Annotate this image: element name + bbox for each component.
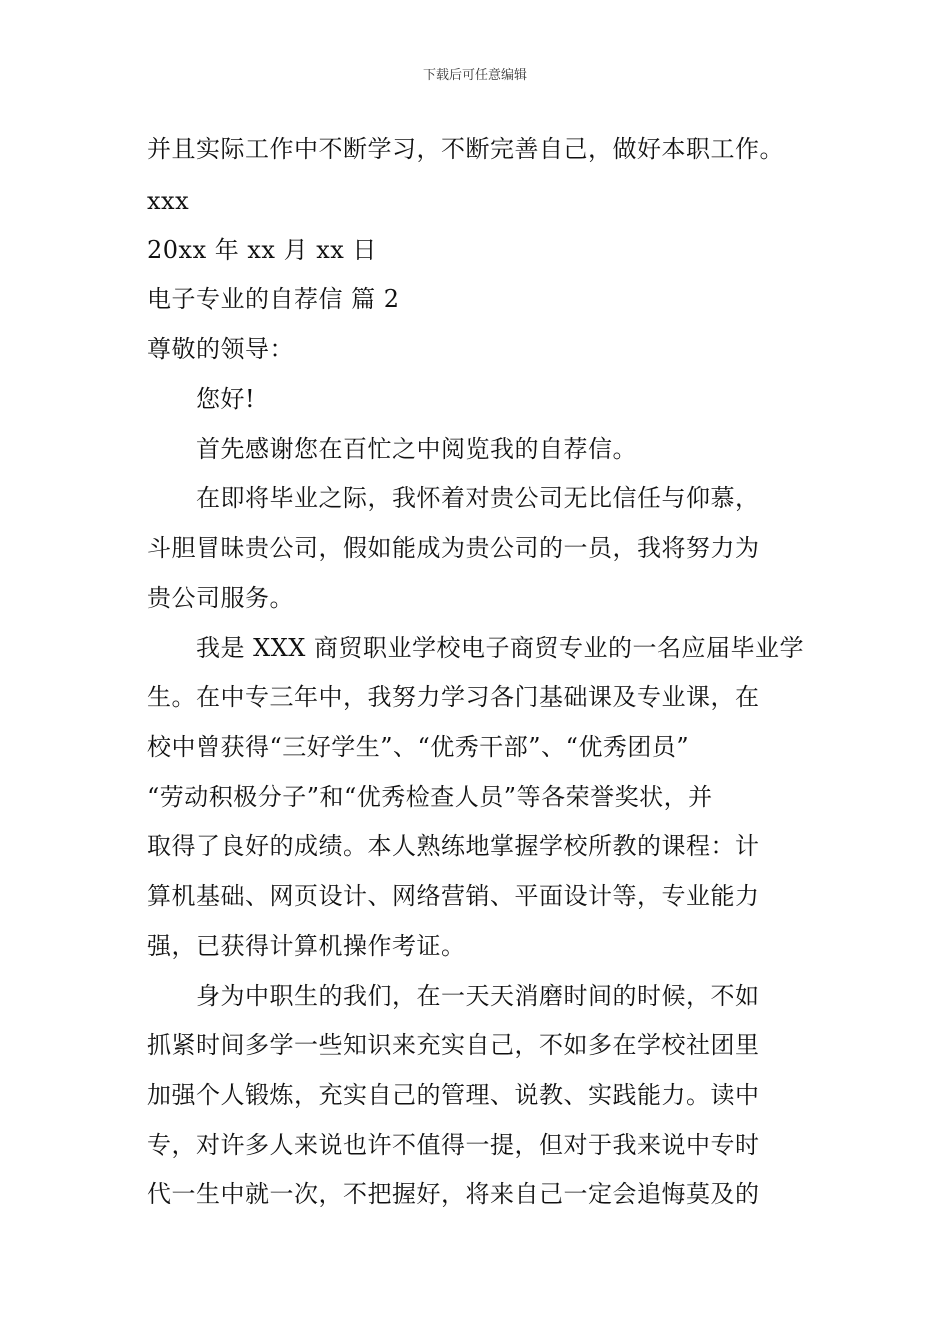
paragraph-line: 身为中职生的我们，在一天天消磨时间的时候，不如	[196, 982, 760, 1010]
paragraph-line: 强，已获得计算机操作考证。	[147, 932, 466, 960]
paragraph-line: 斗胆冒昧贵公司，假如能成为贵公司的一员，我将努力为	[147, 534, 760, 562]
paragraph-line: 贵公司服务。	[147, 584, 294, 612]
paragraph-line: 算机基础、网页设计、网络营销、平面设计等，专业能力	[147, 882, 760, 910]
section-title: 电子专业的自荐信 篇 2	[147, 285, 400, 313]
page-header: 下载后可任意编辑	[422, 68, 527, 83]
signature-name: xxx	[147, 187, 190, 215]
paragraph-line: 生。在中专三年中，我努力学习各门基础课及专业课，在	[147, 683, 760, 711]
paragraph-line: 在即将毕业之际，我怀着对贵公司无比信任与仰慕，	[196, 484, 760, 512]
paragraph-line: 专，对许多人来说也许不值得一提，但对于我来说中专时	[147, 1131, 760, 1159]
paragraph-line: 首先感谢您在百忙之中阅览我的自荐信。	[196, 435, 637, 463]
paragraph-line: “劳动积极分子”和“优秀检查人员”等各荣誉奖状，并	[147, 783, 713, 811]
paragraph-line: 代一生中就一次，不把握好，将来自己一定会追悔莫及的	[147, 1180, 760, 1208]
paragraph-line: 校中曾获得“三好学生”、“优秀干部”、“优秀团员”	[147, 733, 690, 761]
greeting: 您好!	[196, 385, 256, 413]
signature-date: 20xx 年 xx 月 xx 日	[147, 236, 377, 264]
paragraph-line: 我是 XXX 商贸职业学校电子商贸专业的一名应届毕业学	[196, 634, 805, 662]
body-line: 并且实际工作中不断学习，不断完善自己，做好本职工作。	[147, 135, 784, 163]
paragraph-line: 抓紧时间多学一些知识来充实自己，不如多在学校社团里	[147, 1031, 760, 1059]
paragraph-line: 取得了良好的成绩。本人熟练地掌握学校所教的课程：计	[147, 832, 760, 860]
salutation: 尊敬的领导：	[147, 335, 294, 363]
paragraph-line: 加强个人锻炼，充实自己的管理、说教、实践能力。读中	[147, 1081, 760, 1109]
